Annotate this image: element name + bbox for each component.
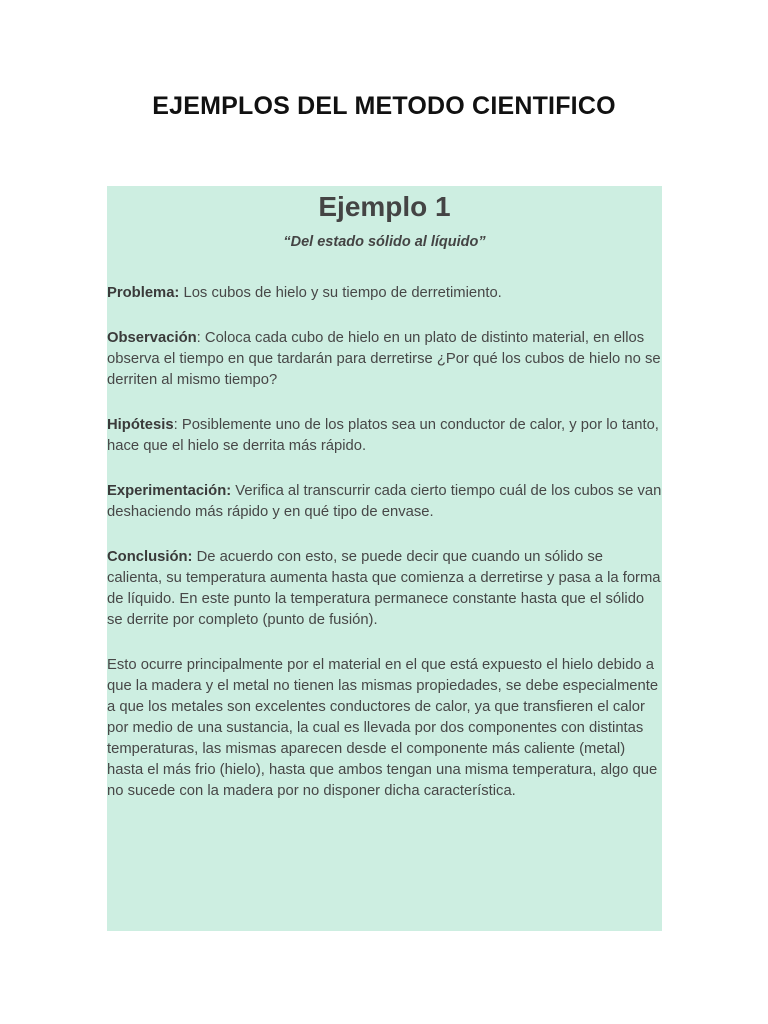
section-text-experimentacion: Verifica al transcurrir cada cierto tiempo cuál de los cubos se van deshaciendo más rápido y en qué tipo de envase. — [107, 483, 662, 520]
section-observacion — [107, 328, 662, 391]
section-text-hipotesis: : Posiblemente uno de los platos sea un conductor de calor, y por lo tanto, hace que el hielo se derrita más rápido. — [107, 417, 659, 454]
section-problema — [107, 283, 662, 304]
section-text-observacion: : Coloca cada cubo de hielo en un plato de distinto material, en ellos observa el tiempo en que tardarán para derretirse ¿Por qué los cubos de hielo no se derriten al mismo tiempo? — [107, 330, 661, 388]
section-label-observacion: Observación — [107, 330, 197, 346]
card-heading: Ejemplo 1 — [318, 191, 451, 222]
section-hipotesis — [107, 415, 662, 457]
example-card — [107, 186, 662, 931]
section-experimentacion — [107, 481, 662, 523]
section-text-conclusion: De acuerdo con esto, se puede decir que cuando un sólido se calienta, su temperatura aumenta hasta que comienza a derretirse y pasa a la forma de líquido. En este punto la temperatura permanece constante hasta que el sólido se derrite por completo (punto de fusión). — [107, 549, 661, 628]
section-label-problema: Problema: — [107, 285, 180, 301]
card-subtitle: “Del estado sólido al líquido” — [283, 234, 486, 250]
closing-paragraph: Esto ocurre principalmente por el material en el que está expuesto el hielo debido a que la madera y el metal no tienen las mismas propiedades, se debe especialmente a que los metales son excelentes conductores de calor, ya que transfieren el calor por medio de una sustancia, la cual es llevada por dos componentes con distintas temperaturas, las mismas aparecen desde el componente más caliente (metal) hasta el más frio (hielo), hasta que ambos tengan una misma temperatura, algo que no sucede con la madera por no disponer dicha característica. — [107, 657, 659, 799]
section-label-conclusion: Conclusión: — [107, 549, 193, 565]
section-text-problema: Los cubos de hielo y su tiempo de derretimiento. — [179, 285, 502, 301]
section-label-hipotesis: Hipótesis — [107, 417, 174, 433]
page-title: EJEMPLOS DEL METODO CIENTIFICO — [152, 92, 616, 120]
section-conclusion — [107, 547, 662, 631]
section-label-experimentacion: Experimentación: — [107, 483, 232, 499]
